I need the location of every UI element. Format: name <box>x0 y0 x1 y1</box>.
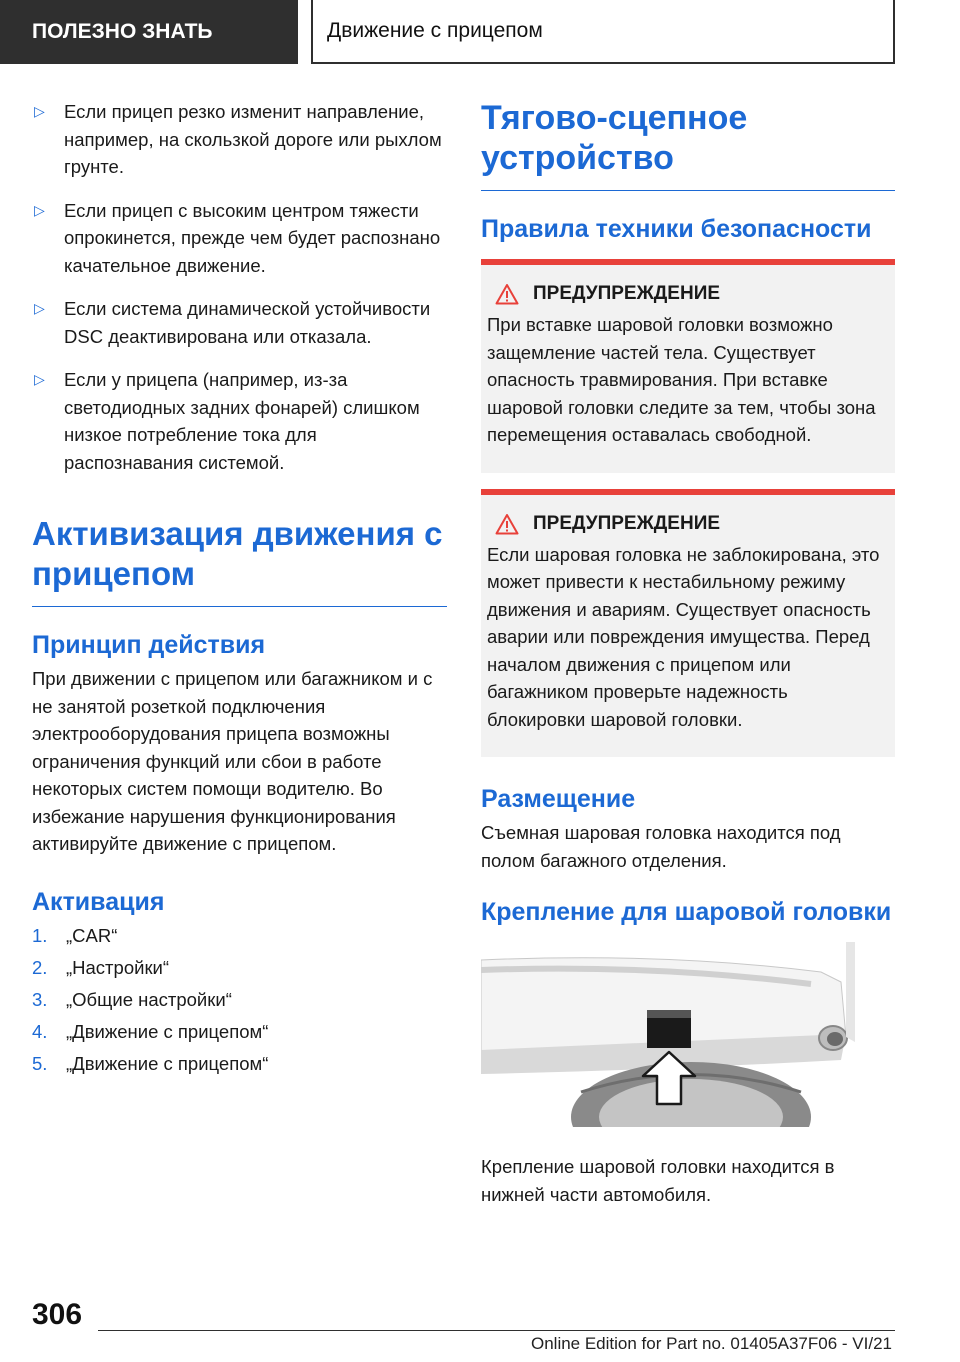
activation-heading: Активация <box>32 887 165 916</box>
ball-head-mount-illustration <box>481 942 855 1127</box>
step-item: 2. „Настройки“ <box>32 956 170 978</box>
right-column <box>481 98 895 1208</box>
warning-title: ПРЕДУПРЕЖДЕНИЕ <box>533 283 721 304</box>
section-tab <box>0 0 298 64</box>
principle-text: При движении с прицепом или багажником и с не занятой розеткой подключения электрооборудования прицепа возможны ограничения функций или сбои в работе некоторых систем помощи водителю. Во избежание нарушения функционирования активируйте движение с прицепом. <box>32 668 433 854</box>
list-item: ▷ Если прицеп с высоким центром тяжести опрокинется, прежде чем будет распознано качательное движение. <box>32 197 447 280</box>
chapter-tab <box>311 0 895 64</box>
placement-heading: Размещение <box>481 785 636 813</box>
triangle-bullet-icon: ▷ <box>34 201 45 218</box>
edition-text: Online Edition for Part no. 01405A37F06 - VI/21 <box>530 1334 892 1353</box>
page-number: 306 <box>32 1298 83 1331</box>
placement-text: Съемная шаровая головка находится под полом багажного отделения. <box>481 822 841 871</box>
warning-triangle-icon <box>495 283 519 305</box>
list-item: ▷ Если система динамической устойчивости DSC деактивирована или отказала. <box>32 295 447 350</box>
principle-heading: Принцип действия <box>32 631 266 659</box>
step-item: 5. „Движение с прицепом“ <box>32 1052 269 1074</box>
warning-box <box>481 489 895 758</box>
warning-box <box>481 259 895 473</box>
section-heading: Активизация движения с прицепом <box>32 514 447 607</box>
step-item: 1. „CAR“ <box>32 924 118 946</box>
mount-heading: Крепление для шаровой головки <box>481 898 892 926</box>
activation-steps <box>32 920 447 1080</box>
safety-heading: Правила техники безопасности <box>481 215 872 243</box>
warning-text: Если шаровая головка не заблокирована, это может привести к нестабильному режиму движения и авариям. Существует опасность аварии или повреждения имущества. Перед началом движения с прицепом или багажником проверьте надежность блокировки шаровой головки. <box>487 543 880 730</box>
footer-divider <box>98 1330 895 1331</box>
list-item: ▷ Если прицеп резко изменит направление, например, на скользкой дороге или рыхлом грунте. <box>32 98 447 181</box>
warning-triangle-icon <box>495 513 519 535</box>
section-heading: Тягово-сцепное устройство <box>481 98 895 191</box>
left-column <box>32 98 447 1080</box>
warning-title: ПРЕДУПРЕЖДЕНИЕ <box>533 512 721 534</box>
step-item: 3. „Общие настройки“ <box>32 988 232 1010</box>
triangle-bullet-icon: ▷ <box>34 300 45 316</box>
triangle-bullet-icon: ▷ <box>34 103 45 119</box>
chapter-title: Движение с прицепом <box>327 19 543 42</box>
list-item: ▷ Если у прицепа (например, из-за светодиодных задних фонарей) слишком низкое потребление тока для распознавания системой. <box>32 366 447 476</box>
warning-text: При вставке шаровой головки возможно защемление частей тела. Существует опасность травмирования. При вставке шаровой головки следите за тем, чтобы зона перемещения оставалась свободной. <box>487 314 876 445</box>
triangle-bullet-icon: ▷ <box>34 371 45 387</box>
step-item: 4. „Движение с прицепом“ <box>32 1020 269 1042</box>
section-title: ПОЛЕЗНО ЗНАТЬ <box>32 20 213 43</box>
figure-caption: Крепление шаровой головки находится в нижней части автомобиля. <box>481 1156 835 1205</box>
